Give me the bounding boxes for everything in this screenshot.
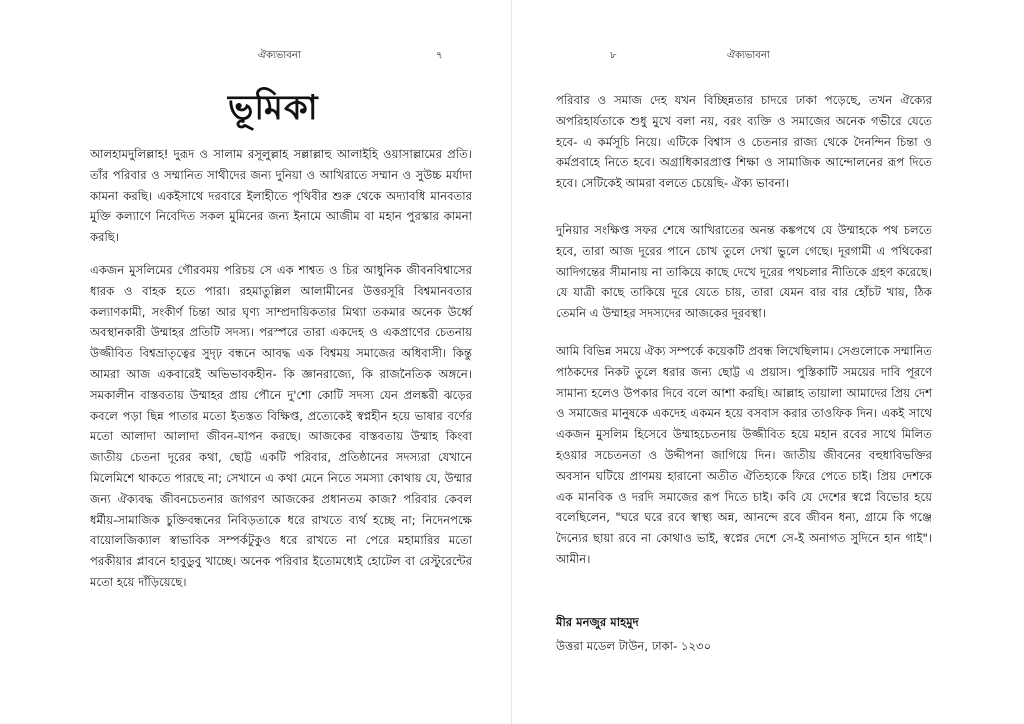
page-title: ভূমিকা: [228, 88, 319, 128]
right-page: [512, 0, 1024, 724]
page-number: ৮: [610, 50, 617, 61]
paragraph: পরিবার ও সমাজ দেহ যখন বিচ্ছিন্নতার চাদরে ঢাকা পড়েছে, তখন ঐক্যের অপরিহার্যতাকে শুধু মুখে বলা নয়, বরং ব্যক্তি ও সমাজের অনেক গভীরে যেতে হবে- এ কর্মসূচি নিয়ে। এটিকে বিশ্বাস ও চেতনার রাজ্য থেকে দৈনন্দিন চিন্তা ও কর্মপ্রবাহে নিতে হবে। অগ্রাধিকারপ্রাপ্ত শিক্ষা ও সামাজিক আন্দোলনের রূপ দিতে হবে। সেটিকেই আমরা বলতে চেয়েছি- ঐক্য ভাবনা।: [556, 93, 932, 191]
author-name: মীর মনজুর মাহমুদ: [556, 615, 639, 629]
paragraph: আলহামদুলিল্লাহ! দুরূদ ও সালাম রসূলুল্লাহ সল্লাল্লাহু আলাইহি ওয়াসাল্লামের প্রতি। তাঁর পরিবার ও সম্মানিত সাথীদের জন্য দুনিয়া ও আখিরাতে সম্মান ও সুউচ্চ মর্যাদা কামনা করছি। একইসাথে দরবারে ইলাহীতে পৃথিবীর শুরু থেকে অদ্যাবধি মানবতার মুক্তি কল্যাণে নিবেদিত সকল মুমিনের জন্য ইনামে আজীম বা মহান পুরস্কার কামনা করছি।: [90, 147, 472, 245]
paragraph: একজন মুসলিমের গৌরবময় পরিচয় সে এক শাশ্বত ও চির আধুনিক জীবনবিশ্বাসের ধারক ও বাহক হতে পারা। রহমাতুল্লিল আলামীনের উত্তরসূরি বিশ্বমানবতার কল্যাণকামী, সংকীর্ণ চিন্তা আর ঘৃণ্য সাম্প্রদায়িকতার মিথ্যা তকমার অনেক উর্ধ্বে অবস্থানকারী উম্মাহর প্রতিটি সদস্য। পরস্পরে তারা একদেহ ও একপ্রাণের চেতনায় উজ্জীবিত বিশ্বভ্রাতৃত্বের সুদৃঢ় বন্ধনে আবদ্ধ এক বিশ্বময় সমাজের অধিবাসী। কিন্তু আমরা আজ একবারেই অভিভাবকহীন- কি জ্ঞানরাজ্যে, কি রাজনৈতিক অঙ্গনে। সমকালীন বাস্তবতায় উম্মাহর প্রায় পৌনে দু'শো কোটি সদস্য যেন প্রলঙ্করী ঝড়ের কবলে পড়া ছিন্ন পাতার মতো ইতস্তত বিক্ষিপ্ত, প্রত্যেকেই স্বপ্নহীন হয়ে ভাষার বর্ণের মতো আলাদা আলাদা জীবন-যাপন করছে। আজকের বাস্তবতায় উম্মাহ কিংবা জাতীয় চেতনা দূরের কথা, ছোট্ট একটি পরিবার, প্রতিষ্ঠানের সদস্যরা যেখানে মিলেমিশে থাকতে পারছে না; সেখানে এ কথা মেনে নিতে সমস্যা কোথায় যে, উম্মার জন্য ঐক্যবদ্ধ জীবনচেতনার জাগরণ আজকের প্রধানতম কাজ? পরিবার কেবল ধর্মীয়-সামাজিক চুক্তিবন্ধনের নিবিড়তাকে ধরে রাখতে ব্যর্থ হচ্ছে না; নিদেনপক্ষে বায়োলজিক্যাল স্বাভাবিক সম্পর্কটুকুও ধরে রাখতে না পেরে মহামারির মতো পরকীয়ার প্লাবনে হাবুডুবু খাচ্ছে। অনেক পরিবার ইতোমধ্যেই হোটেল বা রেস্টুরেন্টের মতো হয়ে দাঁড়িয়েছে।: [90, 263, 472, 589]
paragraph: আমি বিভিন্ন সময়ে ঐক্য সম্পর্কে কয়েকটি প্রবন্ধ লিখেছিলাম। সেগুলোকে সম্মানিত পাঠকদের নিকট তুলে ধরার জন্য ছোট্ট এ প্রয়াস। পুস্তিকাটি সময়ের দাবি পূরণে সামান্য হলেও উপকার দিবে বলে আশা করছি। আল্লাহ তায়ালা আমাদের প্রিয় দেশ ও সমাজের মানুষকে একদেহ একমন হয়ে বসবাস করার তাওফিক দিন। একই সাথে একজন মুসলিম হিসেবে উম্মাহচেতনায় উজ্জীবিত হয়ে মহান রবের সাথে মিলিত হওয়ার সচেতনতা ও উদ্দীপনা জাগিয়ে দিন। জাতীয় জীবনের বহুধাবিভক্তির অবসান ঘটিয়ে প্রাণময় হারানো অতীত ঐতিহ্যকে ফিরে পেতে চাই। প্রিয় দেশকে এক মানবিক ও দরদি সমাজের রূপ দিতে চাই। কবি যে দেশের স্বপ্নে বিভোর হয়ে বলেছিলেন, "ঘরে ঘরে রবে স্বাস্থ্য অন্ন, আনন্দে রবে জীবন ধন্য, গ্রামে কি গঞ্জে দৈন্যের ছায়া রবে না কোথাও ভাই, স্বপ্নের দেশে সে-ই অনাগত সুদিনে হান গাই"। আমীন।: [556, 344, 932, 566]
author-address: উত্তরা মডেল টাউন, ঢাকা- ১২৩০: [556, 639, 712, 653]
running-head: ঐক্যভাবনা: [258, 50, 301, 61]
paragraph: দুনিয়ার সংক্ষিপ্ত সফর শেষে আখিরাতের অনন্ত কঙ্কপথে যে উম্মাহকে পথ চলতে হবে, তারা আজ দূরের পানে চোখ তুলে দেখা ভুলে গেছে। দূরগামী এ পথিকেরা আদিগন্তের সীমানায় না তাকিয়ে কাছে দেখে দূরের পথচলার নীতিকে গ্রহণ করেছে। যে যাত্রী কাছে তাকিয়ে দূরে যেতে চায়, তারা যেমন বার বার হোঁচট খায়, ঠিক তেমনি এ উম্মাহর সদস্যদের আজকের দূরবস্থা।: [556, 223, 932, 321]
running-head: ঐক্যভাবনা: [727, 50, 770, 61]
page-number: ৭: [436, 50, 443, 61]
